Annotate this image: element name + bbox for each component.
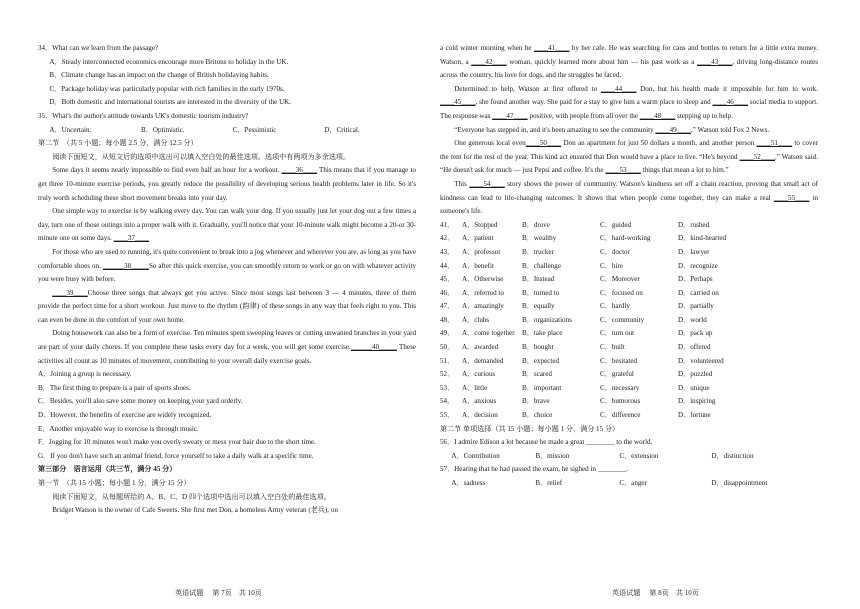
option-a: A．amazingly [462,302,504,311]
single-choice-heading: 第二节 单项选择（共 15 小题；每小题 1 分，满分 15 分） [440,424,620,433]
option-b: B．important [522,383,562,392]
cloze-option-row [440,409,818,423]
part3-instructions: 阅读下面短文，从每题所给的 A、B、C、D 四个选项中选出可以填入空白处的最佳选项。 [52,492,331,501]
option-c: C．turn out [600,329,635,338]
option-b: B．take place [522,329,563,338]
question-number: 50． [440,343,455,352]
q34-stem: 34．What can we learn from the passage? [38,44,159,52]
cloze-text: , driving long-distance routes across the country, his love for dogs, and the struggles he faced. [440,57,818,80]
option-d: D．inspiring [678,397,716,406]
option-b: B．challenge [522,261,562,270]
cloze-text: One generous local even [454,139,526,148]
option-c: C．built [600,343,625,352]
q56-options [440,450,818,464]
question-number: 53． [440,383,455,392]
option-b: B．brave [522,397,550,406]
option-b: B．trucker [522,247,554,256]
option-a: A．awarded [462,343,499,352]
option-c: C．humorous [600,397,641,406]
cloze-paragraph [440,83,818,124]
option-a: A．demanded [462,356,504,365]
option-c: C．community [600,315,645,324]
question-number: 51． [440,356,455,365]
cloze-blank: ____54____ [469,179,505,188]
cloze-text: ,” Watson told Fox 2 News. [690,125,770,134]
cloze-option-row [440,273,818,287]
option-a: A．referred to [462,288,504,297]
q35-option-c: C．Pessimistic [232,125,277,134]
cloze-text: Don an apartment for just 50 dollars a month, and another person [561,139,757,148]
option-d: D．world [678,315,707,324]
cloze-text: in someone's life. [440,193,819,216]
question-number: 48． [440,315,455,324]
cloze-blank: ____47____ [492,111,528,120]
q35-option-d: D．Critical. [324,125,360,134]
cloze-text: by her cafe. He was searching for cans and bottles to return for a little extra money. Watson, a [440,44,818,66]
cloze-blank: ____46____ [712,98,748,107]
answer-choice: E．Another enjoyable way to exercise is through music. [38,424,199,433]
cloze-blank: ____52____ [739,152,776,161]
right-column [440,42,818,491]
q57-option-a: A．sadness [451,479,486,487]
cloze-blank: ____44____ [600,84,637,93]
option-c: C．guided [600,220,632,229]
cloze-blank: ____43____ [696,57,733,66]
cloze-blank: ____48____ [639,111,676,120]
q34-option-d: D．Both domestic and international tourists are interested in the diversity of the UK. [49,98,292,107]
question-number: 45． [440,275,455,284]
option-c: C．hardly [600,302,630,311]
option-b: B．organizations [522,315,572,324]
passage-text: So after this quick exercise, you can smoothly return to work or go on with whatever activity you were busy with before. [38,261,416,284]
option-d: D．Perhaps [678,275,713,284]
q57-option-b: B．relief [535,479,563,487]
q34-option-c: C．Package holiday was particularly popular with rich families in the early 1970s. [49,84,285,93]
cloze-text: stepping up to help. [675,111,733,120]
part3-heading: 第三部分 语言运用（共三节，满分 45 分） [38,465,177,474]
option-d: D．fortune [678,411,711,420]
option-b: B．choice [522,411,553,420]
question-number: 41． [440,220,455,229]
option-c: C．difference [600,411,641,420]
question-number: 47． [440,302,455,311]
passage-paragraph [38,287,416,328]
section2-heading: 第二节 （共 5 小题；每小题 2.5 分，满分 12.5 分） [38,139,198,148]
cloze-blank: ____49____ [655,125,691,134]
option-d: D．offered [678,343,711,352]
option-b: B．drove [522,220,550,229]
cloze-text: a cold winter morning when he [440,44,534,52]
answer-choice: D．However, the benefits of exercise are widely recognized. [38,411,212,420]
footer-page-8: 英语试题 第 8页 共 10页 [612,589,699,597]
option-d: D．kind-hearted [678,234,727,243]
cloze-option-row [440,246,818,260]
option-a: A．Otherwise [462,275,504,284]
cloze-option-row [440,314,818,328]
option-b: B．bought [522,343,554,352]
section2-instructions: 阅读下面短文，从短文后的选项中选出可以填入空白处的最佳选项。选项中有两项为多余选项。 [52,152,351,161]
answer-choice: A．Joining a group is necessary. [38,370,132,379]
option-a: A．benefit [462,261,494,270]
option-d: D．rushed [678,220,710,229]
q34-option-a: A．Steady interconnected economics encourage more Britons to holiday in the UK. [49,57,289,66]
cloze-text: , she found another way. She paid for a stay to give him a warm place to sleep and [475,98,713,107]
passage-blank: ____39____ [52,288,88,297]
cloze-text: Determined to help, Watson at first offered to [454,84,601,93]
answer-choice: C．Besides, you'll also save some money on keeping your yard orderly. [38,397,243,406]
cloze-option-row [440,395,818,409]
passage-text: This means that if you manage to get three 10-minute exercise periods, you greatly reduce the possibility of developing serious health problems later in life. So it's truly worth scheduling these short movement breaks into your day. [38,166,416,202]
passage-text: Doing housework can also be a form of exercise. Ten minutes spent sweeping leaves or cutting unwanted branches in your yard are part of your daily chores. If you complete these tasks every day for a week, you will get some exercise. [38,329,416,352]
cloze-option-row [440,327,818,341]
q56-stem: 56．I admire Edison a lot because he made a great ________ to the world. [440,438,653,447]
cloze-text: social media to support. The response was [440,98,818,120]
option-a: A．little [462,383,488,392]
passage-text: Choose three songs that always get you active. Since most songs last between 3 — 4 minutes, three of them provide the perfect time for a short workout. Just move to the rhythm (韵律) of these songs in any way that feels right to you. This can even be done in the comfort of your own home. [38,288,416,324]
cloze-blank: ____53____ [605,166,641,175]
option-d: D．recognize [678,261,718,270]
cloze-text: to cover the rent for the rest of the year. This kind act ensured that Don would have a place to live. “He's beyond [440,139,818,161]
option-c: C．grateful [600,370,634,379]
q34-option-b: B．Climate change has an impact on the change of British holidaying habits. [49,71,269,80]
q57-option-c: C．anger [619,479,647,487]
left-column [38,42,416,518]
answer-choice: B．The first thing to prepare is a pair of sports shoes. [38,383,191,392]
option-d: D．carried on [678,288,719,297]
cloze-option-row [440,382,818,396]
cloze-option-row [440,300,818,314]
cloze-blank: ____42____ [471,57,507,66]
option-d: D．volunteered [678,356,724,365]
q57-option-d: D．disappointment [711,479,768,487]
option-d: D．pack up [678,329,713,338]
passage-text: One simple way to exercise is by walking every day. You can walk your dog. If you usually just let your dog out a few times a day, turn one of those outings into a proper walk with it. Gradually, you'll notice that your 10-minute walk might become a 20-or 30-minute one on some days. [38,207,416,243]
cloze-blank: ____45____ [440,98,476,107]
option-d: D．unique [678,383,710,392]
option-a: A．curious [462,370,496,379]
question-number: 54． [440,397,455,406]
answer-choices [38,368,416,463]
option-a: A．anxious [462,397,497,406]
passage-blank: ______40_____ [350,343,397,352]
cloze-paragraph [440,42,818,83]
q57-stem: 57．Hearing that he had passed the exam, he sighed in ________. [440,465,628,474]
cloze-option-row [440,260,818,274]
cloze-option-row [440,232,818,246]
cloze-blank: ____55____ [773,193,810,202]
answer-choice: F．Jogging for 10 minutes won't make you overly sweaty or mess your hair due to the short time. [38,438,316,447]
cloze-options [440,219,818,423]
option-c: C．focused on [600,288,643,297]
q35-option-b: B．Optimistic. [141,125,185,134]
option-b: B．scared [522,370,552,379]
option-b: B．expected [522,356,560,365]
passage-paragraph [38,164,416,205]
passage-text: Some days it seems nearly impossible to find even half an hour for a workout. [52,166,282,175]
answer-choice: G．If you don't have such an animal friend, force yourself to take a daily walk at a specific time. [38,451,314,460]
q35-stem: 35．What's the author's attitude towards UK's domestic tourism industry? [38,111,249,120]
q35-options [38,124,416,138]
cloze-text: things that mean a lot to him.” [640,166,729,175]
reading-passage [38,164,416,368]
cloze-text: Don, but his health made it impossible for him to work. [636,84,819,93]
option-b: B．Instead [522,275,555,284]
cloze-start: Bridget Watson is the owner of Cafe Sweets. She first met Don, a homeless Army veteran (老兵), on [52,506,338,515]
option-c: C．necessary [600,383,640,392]
cloze-paragraph [440,124,818,138]
cloze-text: positive, with people from all over the [527,111,640,120]
passage-blank: ______38_____ [102,261,149,270]
cloze-paragraph [440,178,818,219]
cloze-paragraph [440,137,818,178]
cloze-blank: ____50____ [525,139,562,148]
option-d: D．puzzled [678,370,713,379]
cloze-option-row [440,287,818,301]
option-c: C．hard-working [600,234,651,243]
option-c: C．doctor [600,247,630,256]
passage-paragraph [38,205,416,246]
option-a: A．clubs [462,315,490,324]
question-number: 46． [440,288,455,297]
footer-page-7: 英语试题 第 7页 共 10页 [175,589,262,597]
option-a: A．come together [462,329,515,338]
cloze-text: “Everyone has stepped in, and it's been amazing to see the community [454,125,656,134]
option-d: D．partially [678,302,714,311]
option-a: A．patient [462,234,494,243]
cloze-text: This [454,179,470,188]
question-number: 42． [440,234,455,243]
q57-options [440,477,818,491]
cloze-text: story shows the power of community. Watson's kindness set off a chain reaction, proving that small act of kindness can lead to life-changing outcomes. It shows that when people come together, they can make a real [440,179,819,202]
question-number: 43． [440,247,455,256]
cloze-passage [440,42,818,219]
passage-text: These activities all count as 10 minutes of movement, contributing to your overall daily exercise goals. [38,343,416,365]
q56-option-a: A．Contribution [451,451,500,460]
q56-option-c: C．extension [619,451,659,460]
option-b: B．wealthy [522,234,557,243]
option-c: C．hesitated [600,356,638,365]
cloze-blank: ____51____ [756,139,793,148]
option-c: C．Moreover [600,275,640,284]
q56-option-d: D．distinction [711,451,754,460]
option-a: A．Stopped [462,220,498,229]
option-a: A．professor [462,247,501,256]
option-c: C．hire [600,261,623,270]
option-a: A．decision [462,411,498,420]
option-b: B．equally [522,302,555,311]
cloze-text: ,” Watson said. “He doesn't ask for much — just Pepsi and coffee. It's the [440,152,818,175]
cloze-option-row [440,341,818,355]
option-d: D．lawyer [678,247,710,256]
option-b: B．turned to [522,288,560,297]
cloze-text: woman, quickly learned more about him — his past work as a [506,57,697,66]
passage-paragraph [38,246,416,287]
cloze-option-row [440,355,818,369]
question-number: 49． [440,329,455,338]
part3-section1-heading: 第一节 （共 15 小题；每小题 1 分，满分 15 分） [38,479,191,487]
question-number: 52． [440,370,455,379]
question-number: 55． [440,411,455,420]
cloze-option-row [440,368,818,382]
passage-blank: ____37____ [113,234,150,243]
passage-blank: ____36____ [281,166,318,175]
cloze-option-row [440,219,818,233]
passage-text: For those who are used to running, it's quite convenient to break into a jog whenever and wherever you are, as long as you have comfortable shoes on. [38,247,416,270]
q56-option-b: B．mission [535,451,570,460]
q35-option-a: A．Uncertain. [49,125,92,134]
cloze-blank: ____41____ [533,44,570,52]
passage-paragraph [38,327,416,368]
question-number: 44． [440,261,455,270]
